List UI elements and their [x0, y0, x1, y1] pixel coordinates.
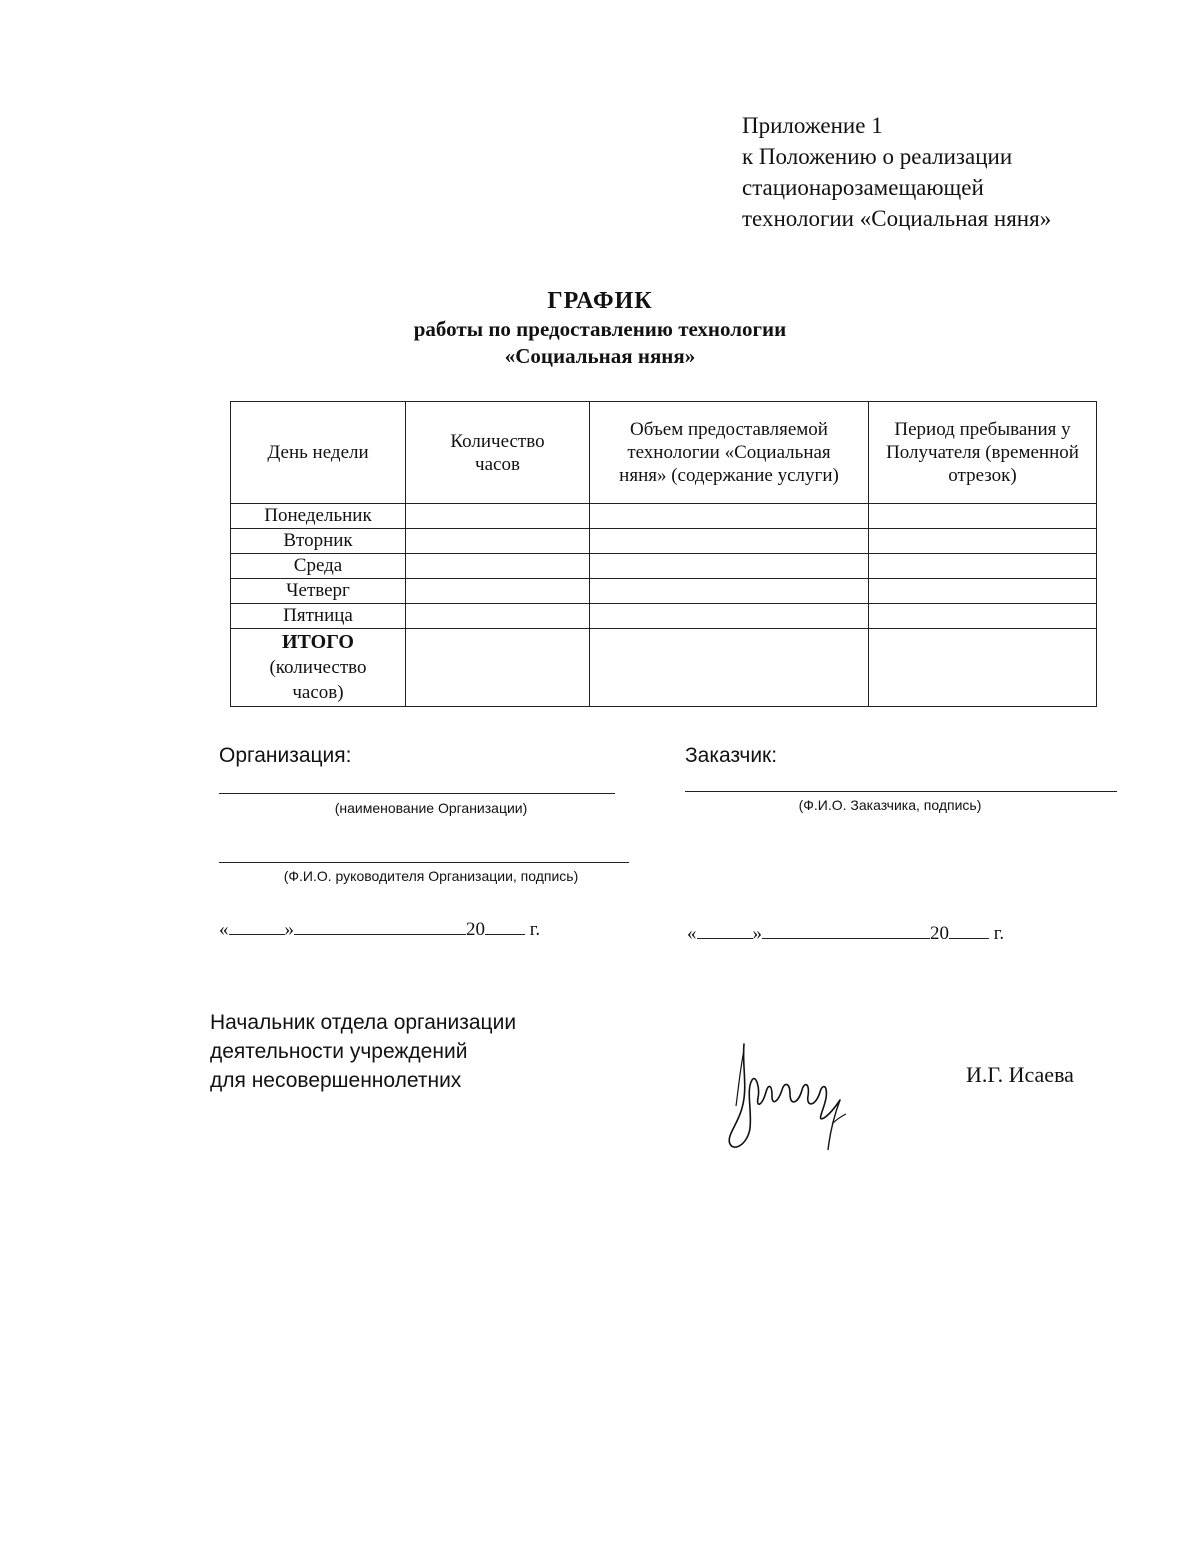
table-row — [231, 554, 1097, 579]
chief-title-line: для несовершеннолетних — [210, 1069, 462, 1092]
month-blank[interactable] — [294, 916, 466, 935]
volume-cell[interactable] — [590, 554, 869, 579]
title-main: ГРАФИК — [547, 288, 653, 314]
total-note: (количество часов) — [269, 657, 367, 703]
hours-cell[interactable] — [406, 554, 590, 579]
total-title: ИТОГО — [282, 631, 354, 653]
appendix-line: Приложение 1 — [742, 113, 883, 138]
day-blank[interactable] — [697, 920, 753, 939]
handwritten-signature — [712, 1036, 862, 1156]
year-suffix: г. — [529, 919, 541, 940]
title-subtitle: «Социальная няня» — [504, 344, 696, 368]
day-cell: Четверг — [231, 579, 406, 604]
header-hours: Количество часов — [406, 402, 590, 504]
date-close-quote: » — [284, 919, 294, 940]
chief-title-line: деятельности учреждений — [210, 1040, 468, 1063]
table-row — [231, 604, 1097, 629]
appendix-note — [742, 110, 1051, 234]
hours-cell[interactable] — [406, 504, 590, 529]
volume-cell[interactable] — [590, 504, 869, 529]
appendix-line: технологии «Социальная няня» — [742, 206, 1052, 231]
title-subtitle: работы по предоставлению технологии — [413, 317, 787, 341]
day-cell: Среда — [231, 554, 406, 579]
total-label-cell — [231, 629, 406, 707]
day-blank[interactable] — [229, 916, 285, 935]
schedule-table — [230, 401, 1097, 707]
period-cell[interactable] — [869, 604, 1097, 629]
organization-head-caption: (Ф.И.О. руководителя Организации, подпись) — [283, 868, 579, 884]
table-row — [231, 579, 1097, 604]
header-day: День недели — [231, 402, 406, 504]
table-row — [231, 504, 1097, 529]
chief-name: И.Г. Исаева — [966, 1062, 1074, 1087]
day-cell: Вторник — [231, 529, 406, 554]
volume-cell[interactable] — [590, 604, 869, 629]
date-open-quote: « — [687, 923, 697, 944]
day-cell: Понедельник — [231, 504, 406, 529]
date-close-quote: » — [752, 923, 762, 944]
total-volume-cell[interactable] — [590, 629, 869, 707]
period-cell[interactable] — [869, 504, 1097, 529]
organization-label: Организация: — [219, 744, 352, 767]
total-hours-cell[interactable] — [406, 629, 590, 707]
period-cell[interactable] — [869, 554, 1097, 579]
total-row — [231, 629, 1097, 707]
hours-cell[interactable] — [406, 579, 590, 604]
customer-label: Заказчик: — [685, 744, 778, 767]
day-cell: Пятница — [231, 604, 406, 629]
appendix-line: стационарозамещающей — [742, 175, 984, 200]
total-period-cell[interactable] — [869, 629, 1097, 707]
year-blank[interactable] — [485, 916, 525, 935]
hours-cell[interactable] — [406, 604, 590, 629]
month-blank[interactable] — [762, 920, 930, 939]
year-prefix: 20 — [930, 923, 949, 944]
appendix-line: к Положению о реализации — [742, 144, 1013, 169]
period-cell[interactable] — [869, 579, 1097, 604]
header-volume: Объем предоставляемой технологии «Социальная няня» (содержание услуги) — [590, 402, 869, 504]
volume-cell[interactable] — [590, 529, 869, 554]
customer-date — [687, 920, 1004, 945]
organization-name-line[interactable] — [219, 793, 615, 794]
organization-head-line[interactable] — [219, 862, 629, 863]
chief-title — [210, 1008, 516, 1095]
customer-caption: (Ф.И.О. Заказчика, подпись) — [798, 797, 982, 813]
year-blank[interactable] — [949, 920, 989, 939]
hours-cell[interactable] — [406, 529, 590, 554]
table-header-row — [231, 402, 1097, 504]
document-title — [0, 286, 1200, 370]
year-prefix: 20 — [466, 919, 485, 940]
organization-date — [219, 916, 540, 941]
date-open-quote: « — [219, 919, 229, 940]
organization-name-caption: (наименование Организации) — [334, 800, 528, 816]
period-cell[interactable] — [869, 529, 1097, 554]
table-row — [231, 529, 1097, 554]
customer-signature-line[interactable] — [685, 791, 1117, 792]
volume-cell[interactable] — [590, 579, 869, 604]
chief-title-line: Начальник отдела организации — [210, 1011, 517, 1034]
header-period: Период пребывания у Получателя (временной отрезок) — [869, 402, 1097, 504]
year-suffix: г. — [993, 923, 1005, 944]
